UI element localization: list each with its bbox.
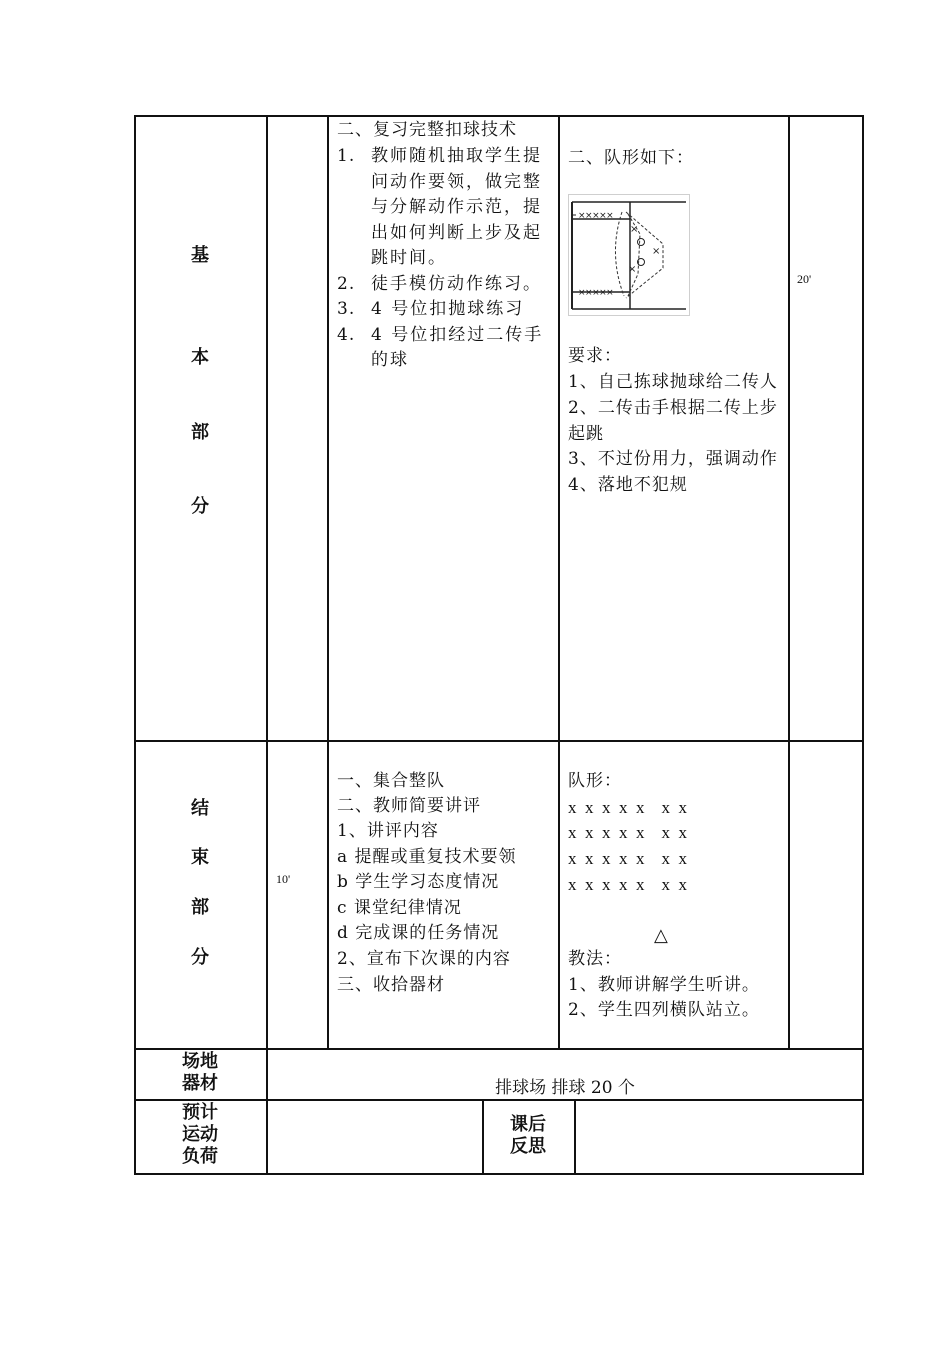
row-divider-ending-end xyxy=(134,1048,864,1050)
ending-part-label-char-2: 束 xyxy=(191,847,209,868)
requirement-item: 2、二传击手根据二传上步起跳 xyxy=(568,398,778,444)
ending-part-time: 10' xyxy=(276,872,291,886)
col-divider-content xyxy=(558,115,560,1050)
method-title: 教法： xyxy=(568,949,622,969)
formation-row: x x x x x x x xyxy=(568,823,687,842)
table-border-left xyxy=(134,115,136,1175)
reflection-label xyxy=(482,1114,574,1158)
col-divider-label xyxy=(266,115,268,1175)
formation-row: x x x x x x x xyxy=(568,875,687,894)
requirement-item: 3、不过份用力，强调动作 xyxy=(568,449,778,469)
venue-value: 排球场 排球 20 个 xyxy=(495,1078,635,1098)
basic-part-label-char-2: 本 xyxy=(191,347,209,368)
ending-content-line: 二、教师简要讲评 xyxy=(337,796,481,816)
basic-part-label-char-1: 基 xyxy=(191,245,209,266)
svg-text:×: × xyxy=(630,224,639,235)
venue-label xyxy=(134,1051,266,1095)
reflection-label-line: 课后 xyxy=(510,1114,546,1135)
basic-content-list xyxy=(337,144,557,374)
requirement-item: 1、自己拣球抛球给二传人 xyxy=(568,372,778,392)
load-label-line: 运动 xyxy=(182,1124,218,1145)
list-item-number: 1. xyxy=(337,146,356,166)
svg-text:×: × xyxy=(628,264,637,275)
basic-part-time: 20' xyxy=(797,272,812,286)
formation-row: x x x x x x x xyxy=(568,798,687,817)
col-divider-reflection-label xyxy=(574,1099,576,1175)
col-divider-organization xyxy=(788,115,790,1050)
list-item-text: 徒手模仿动作练习。 xyxy=(371,273,542,294)
list-item-number: 2. xyxy=(337,273,356,294)
table-border-right xyxy=(862,115,864,1175)
ending-content-line: a 提醒或重复技术要领 xyxy=(337,847,517,867)
requirement-item: 4、落地不犯规 xyxy=(568,475,688,495)
ending-content-line: 三、收拾器材 xyxy=(337,975,445,995)
list-item-text: 4 号位扣经过二传手的球 xyxy=(371,324,544,370)
method-item: 2、学生四列横队站立。 xyxy=(568,1000,760,1020)
formation-diagram xyxy=(568,194,690,316)
diagram-bottom-row-marks: ××××× xyxy=(578,288,614,298)
method-item: 1、教师讲解学生听讲。 xyxy=(568,975,760,995)
basic-part-label-char-3: 部 xyxy=(191,422,209,443)
row-divider-basic-end xyxy=(134,740,864,742)
ending-content-line: 1、讲评内容 xyxy=(337,821,439,841)
ending-part-label-char-1: 结 xyxy=(191,798,209,819)
list-item-number: 4. xyxy=(337,324,356,345)
reflection-label-line: 反思 xyxy=(510,1136,546,1157)
list-item-text: 4 号位扣抛球练习 xyxy=(371,299,525,319)
list-item xyxy=(337,144,557,272)
svg-text:×: × xyxy=(652,246,661,257)
diagram-top-row-marks: ××××× xyxy=(578,211,614,221)
ending-content-line: 一、集合整队 xyxy=(337,771,445,791)
teacher-position-icon: △ xyxy=(654,925,669,946)
col-divider-time xyxy=(327,115,329,1050)
table-border-bottom xyxy=(134,1173,864,1175)
formation-row: x x x x x x x xyxy=(568,849,687,868)
list-item xyxy=(337,297,557,323)
requirements-title: 要求： xyxy=(568,346,622,366)
ending-content-line: 2、宣布下次课的内容 xyxy=(337,949,511,969)
ending-part-label-char-3: 部 xyxy=(191,897,209,918)
ending-content-line: c 课堂纪律情况 xyxy=(337,898,462,918)
list-item-text: 教师随机抽取学生提问动作要领，做完整与分解动作示范，提出如何判断上步及起跳时间。 xyxy=(371,146,542,268)
list-item xyxy=(337,272,557,298)
basic-part-label-char-4: 分 xyxy=(191,496,209,517)
venue-label-line: 场地 xyxy=(182,1051,218,1072)
load-label-line: 预计 xyxy=(182,1102,218,1123)
table-border-top xyxy=(134,115,864,117)
list-item xyxy=(337,323,557,374)
basic-org-heading: 二、队形如下： xyxy=(568,148,694,168)
ending-content-line: b 学生学习态度情况 xyxy=(337,872,500,892)
ending-part-label-char-4: 分 xyxy=(191,947,209,968)
load-label-line: 负荷 xyxy=(182,1146,218,1167)
basic-content-heading: 二、复习完整扣球技术 xyxy=(337,120,517,140)
formation-title: 队形： xyxy=(568,771,622,791)
list-item-number: 3. xyxy=(337,299,356,319)
load-label xyxy=(134,1102,266,1168)
ending-content-line: d 完成课的任务情况 xyxy=(337,923,500,943)
court-diagram-icon xyxy=(568,194,690,316)
venue-label-line: 器材 xyxy=(182,1073,218,1094)
